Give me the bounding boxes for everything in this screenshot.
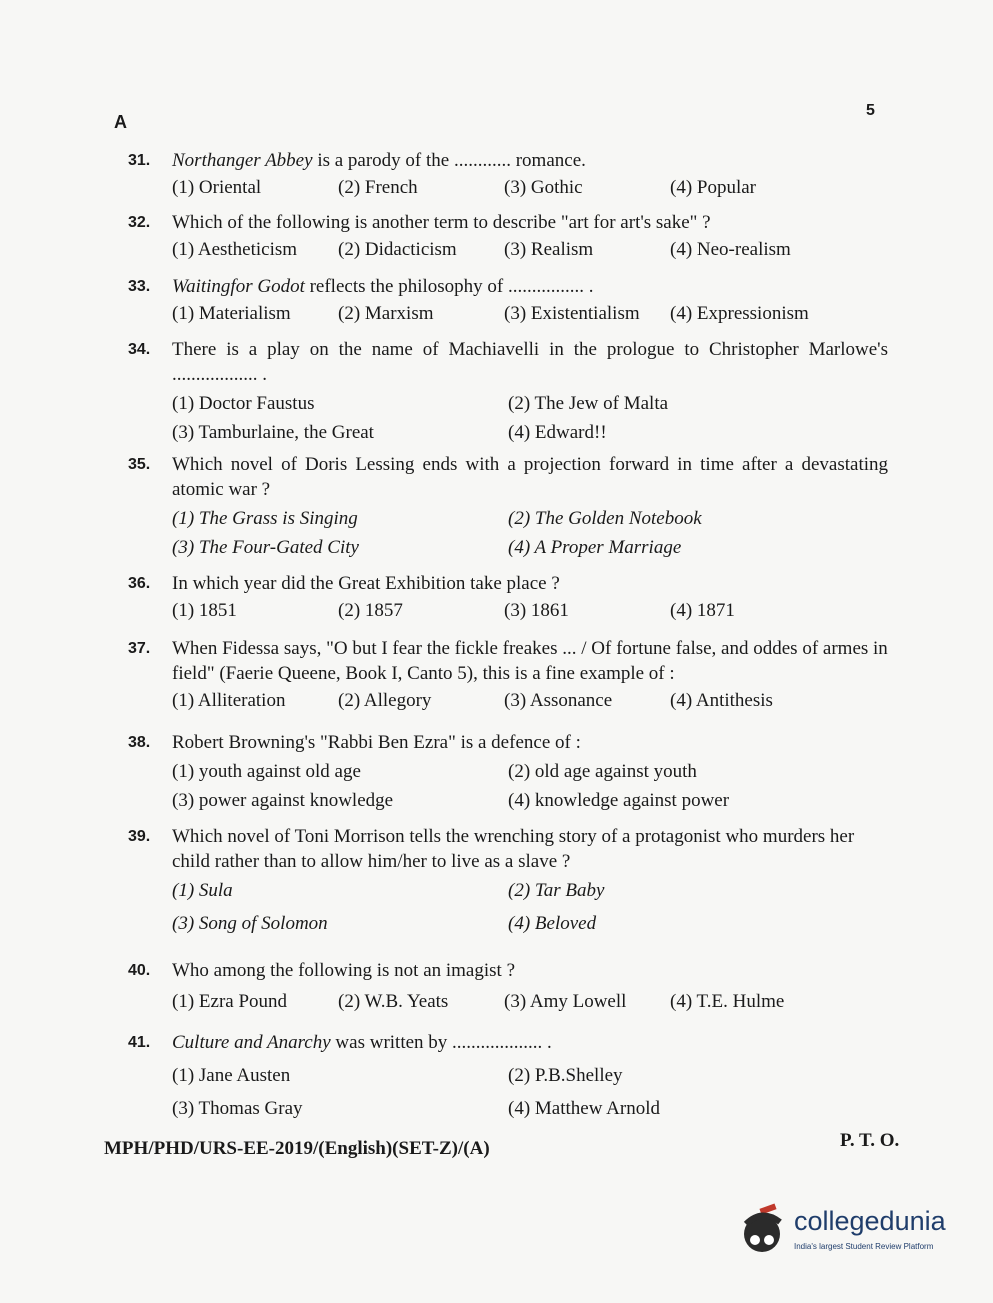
option-1: (1) Jane Austen (172, 1065, 291, 1086)
question-number: 34. (128, 341, 151, 358)
pto-label: P. T. O. (840, 1130, 900, 1151)
options (172, 1063, 888, 1121)
question-33 (128, 274, 888, 326)
question-number: 40. (128, 962, 151, 979)
question-number: 31. (128, 152, 151, 169)
mascot-icon (736, 1200, 792, 1260)
option-2: (2) 1857 (338, 600, 403, 621)
option-1: (1) Doctor Faustus (172, 393, 315, 414)
question-number: 33. (128, 278, 151, 295)
options (172, 506, 888, 560)
option-4: (4) Antithesis (670, 690, 773, 711)
option-3: (3) Existentialism (504, 303, 640, 324)
brand-name: collegedunia (794, 1206, 946, 1236)
question-number: 41. (128, 1034, 151, 1051)
options (172, 759, 888, 813)
question-number: 36. (128, 575, 151, 592)
option-2: (2) The Jew of Malta (508, 393, 669, 414)
question-number: 39. (128, 828, 151, 845)
option-1: (1) 1851 (172, 600, 237, 621)
options (172, 391, 888, 445)
question-41 (128, 1030, 888, 1121)
set-letter: A (114, 112, 127, 132)
option-4: (4) Neo-realism (670, 239, 791, 260)
question-32 (128, 210, 888, 262)
option-1: (1) The Grass is Singing (172, 508, 358, 529)
question-36 (128, 571, 888, 623)
question-40 (128, 958, 888, 1014)
question-number: 37. (128, 640, 151, 657)
option-4: (4) Edward!! (508, 422, 607, 443)
question-stem: Which of the following is another term to describe "art for art's sake" ? (172, 212, 711, 233)
option-3: (3) Amy Lowell (504, 991, 627, 1012)
question-stem: Culture and Anarchy was written by ................... . (172, 1032, 552, 1053)
option-2: (2) Marxism (338, 303, 434, 324)
option-3: (3) Realism (504, 239, 594, 260)
page-number: 5 (866, 102, 875, 119)
option-4: (4) Expressionism (670, 303, 809, 324)
question-37 (128, 636, 888, 713)
option-1: (1) Sula (172, 880, 233, 901)
option-2: (2) The Golden Notebook (508, 508, 702, 529)
option-4: (4) Beloved (508, 913, 597, 934)
option-4: (4) Matthew Arnold (508, 1098, 660, 1119)
question-stem: Waitingfor Godot reflects the philosophy of ................ . (172, 276, 594, 297)
options (172, 237, 888, 262)
question-number: 38. (128, 734, 151, 751)
options (172, 175, 888, 200)
option-3: (3) Song of Solomon (172, 913, 328, 934)
options (172, 878, 888, 936)
options (172, 598, 888, 623)
question-38 (128, 730, 888, 813)
option-4: (4) Popular (670, 177, 757, 198)
paper-code: MPH/PHD/URS-EE-2019/(English)(SET-Z)/(A) (104, 1138, 490, 1159)
question-stem: Robert Browning's "Rabbi Ben Ezra" is a defence of : (172, 732, 581, 753)
option-3: (3) Assonance (504, 690, 613, 711)
options (172, 688, 888, 713)
option-3: (3) 1861 (504, 600, 569, 621)
option-2: (2) Allegory (338, 690, 432, 711)
question-number: 32. (128, 214, 151, 231)
question-number: 35. (128, 456, 151, 473)
option-2: (2) Didacticism (338, 239, 457, 260)
option-1: (1) youth against old age (172, 761, 361, 782)
option-2: (2) Tar Baby (508, 880, 605, 901)
question-34 (128, 337, 888, 445)
option-1: (1) Aestheticism (172, 239, 298, 260)
question-35 (128, 452, 888, 560)
option-3: (3) Thomas Gray (172, 1098, 303, 1119)
option-4: (4) A Proper Marriage (508, 537, 682, 558)
question-stem: There is a play on the name of Machiavelli in the prologue to Christopher Marlowe's .................. . (172, 339, 888, 385)
option-2: (2) old age against youth (508, 761, 697, 782)
option-4: (4) 1871 (670, 600, 735, 621)
option-3: (3) power against knowledge (172, 790, 394, 811)
options (172, 301, 888, 326)
option-1: (1) Ezra Pound (172, 991, 288, 1012)
collegedunia-watermark (736, 1200, 966, 1260)
question-stem: Which novel of Doris Lessing ends with a projection forward in time after a devastating atomic war ? (172, 454, 888, 500)
option-3: (3) The Four-Gated City (172, 537, 359, 558)
option-3: (3) Tamburlaine, the Great (172, 422, 374, 443)
option-3: (3) Gothic (504, 177, 583, 198)
options (172, 989, 888, 1014)
question-stem: In which year did the Great Exhibition take place ? (172, 573, 560, 594)
brand-tagline: India's largest Student Review Platform (794, 1242, 934, 1251)
option-2: (2) P.B.Shelley (508, 1065, 623, 1086)
question-stem: Northanger Abbey is a parody of the ............ romance. (172, 150, 586, 171)
question-stem: Who among the following is not an imagist ? (172, 960, 516, 981)
question-stem: When Fidessa says, "O but I fear the fickle freakes ... / Of fortune false, and oddes of armes in field" (Faerie Queene, Book I, Canto 5), this is a fine example of : (172, 638, 888, 684)
option-4: (4) knowledge against power (508, 790, 730, 811)
question-stem: Which novel of Toni Morrison tells the wrenching story of a protagonist who murders her child rather than to allow him/her to live as a slave ? (172, 826, 855, 872)
option-4: (4) T.E. Hulme (670, 991, 785, 1012)
option-2: (2) French (338, 177, 418, 198)
option-1: (1) Alliteration (172, 690, 286, 711)
option-1: (1) Oriental (172, 177, 262, 198)
option-1: (1) Materialism (172, 303, 291, 324)
question-39 (128, 824, 888, 936)
option-2: (2) W.B. Yeats (338, 991, 449, 1012)
question-31 (128, 148, 888, 200)
